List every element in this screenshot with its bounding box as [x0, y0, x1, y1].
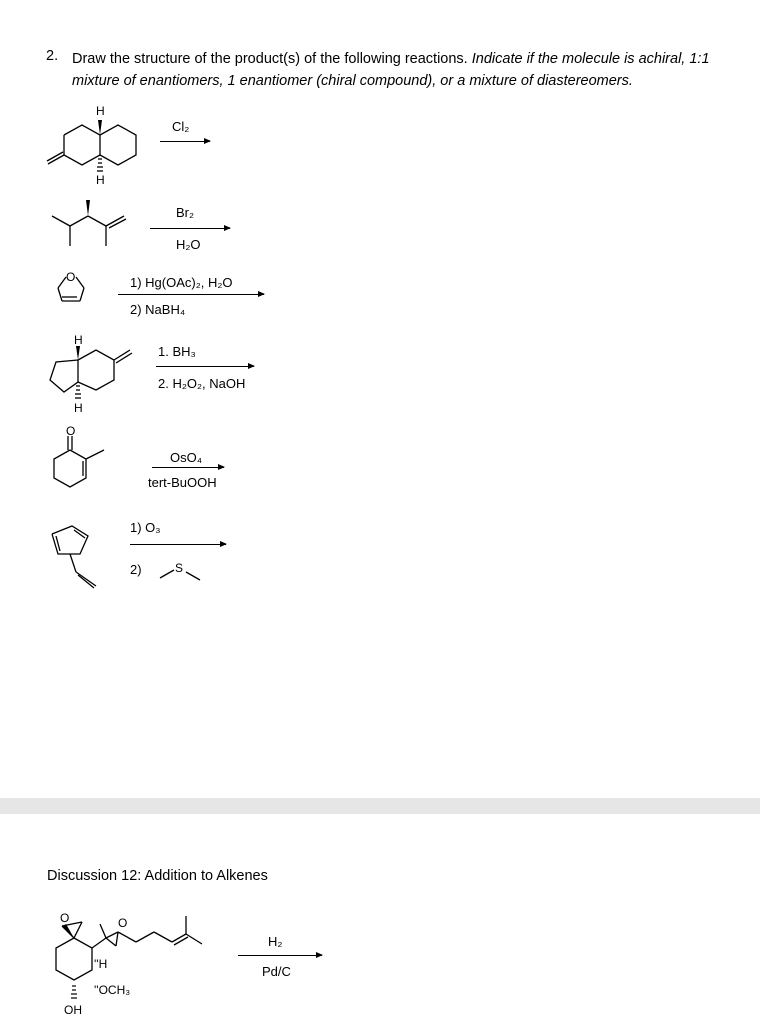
reaction-arrow-2: [150, 228, 230, 229]
molecule-dihydrofuran: [50, 268, 94, 313]
reaction-arrow-3: [118, 294, 264, 295]
atom-label-h: H: [96, 173, 105, 187]
question-text-italic: Indicate if the molecule is achiral, 1:1 mixture of enantiomers, 1 enantiomer (chiral compound), or a mixture of diastereomers.: [72, 51, 710, 89]
atom-label-h: H: [74, 333, 83, 347]
question-number: 2.: [46, 48, 59, 64]
reagent-2-top: Br₂: [176, 205, 195, 220]
atom-label-o: O: [66, 424, 76, 438]
reaction-arrow-1: [160, 141, 210, 142]
reagent-1-top: Cl₂: [172, 119, 190, 134]
discussion-reaction-arrow: [238, 955, 322, 956]
reagent-5-top: OsO₄: [170, 450, 203, 465]
atom-label-oh: OH: [64, 1003, 82, 1017]
reagent-2-bottom: H₂O: [176, 237, 201, 252]
atom-label-h: H: [74, 401, 83, 415]
reagent-6-bottom: 2): [130, 562, 142, 577]
reaction-arrow-5: [152, 467, 224, 468]
molecule-hydrindane-methylene: [44, 333, 154, 431]
atom-label-och3: ''OCH₃: [94, 983, 131, 997]
molecule-methylcyclohexenone: [46, 424, 126, 503]
reagent-3-bottom: 2) NaBH₄: [130, 302, 186, 317]
atom-label-h: H: [96, 104, 105, 118]
reagent-4-bottom: 2. H₂O₂, NaOH: [158, 376, 246, 391]
question-text-main: Draw the structure of the product(s) of the following reactions.: [72, 51, 468, 67]
reagent-3-top: 1) Hg(OAc)₂, H₂O: [130, 275, 233, 290]
reagent-4-top: 1. BH₃: [158, 344, 196, 359]
molecule-discussion-epoxide: [44, 912, 264, 1027]
molecule-decalin-methylene: [44, 100, 154, 195]
atom-label-o: O: [60, 911, 70, 925]
reaction-arrow-6: [130, 544, 226, 545]
molecule-vinylcyclopentene: [50, 524, 110, 599]
molecule-dimethyl-sulfide: [158, 560, 204, 589]
molecule-branched-alkene: [48, 196, 138, 261]
section-divider: [0, 798, 760, 814]
discussion-title: Discussion 12: Addition to Alkenes: [47, 868, 268, 884]
atom-label-o: O: [118, 916, 128, 930]
reaction-arrow-4: [156, 366, 254, 367]
discussion-reagent-bottom: Pd/C: [262, 964, 291, 979]
atom-label-o: O: [66, 270, 76, 284]
reagent-5-bottom: tert-BuOOH: [148, 475, 217, 490]
discussion-reagent-top: H₂: [268, 934, 283, 949]
atom-label-s: S: [175, 561, 184, 575]
reagent-6-top: 1) O₃: [130, 520, 161, 535]
atom-label-h-dashed: ''H: [94, 957, 108, 971]
question-text: [72, 48, 732, 92]
